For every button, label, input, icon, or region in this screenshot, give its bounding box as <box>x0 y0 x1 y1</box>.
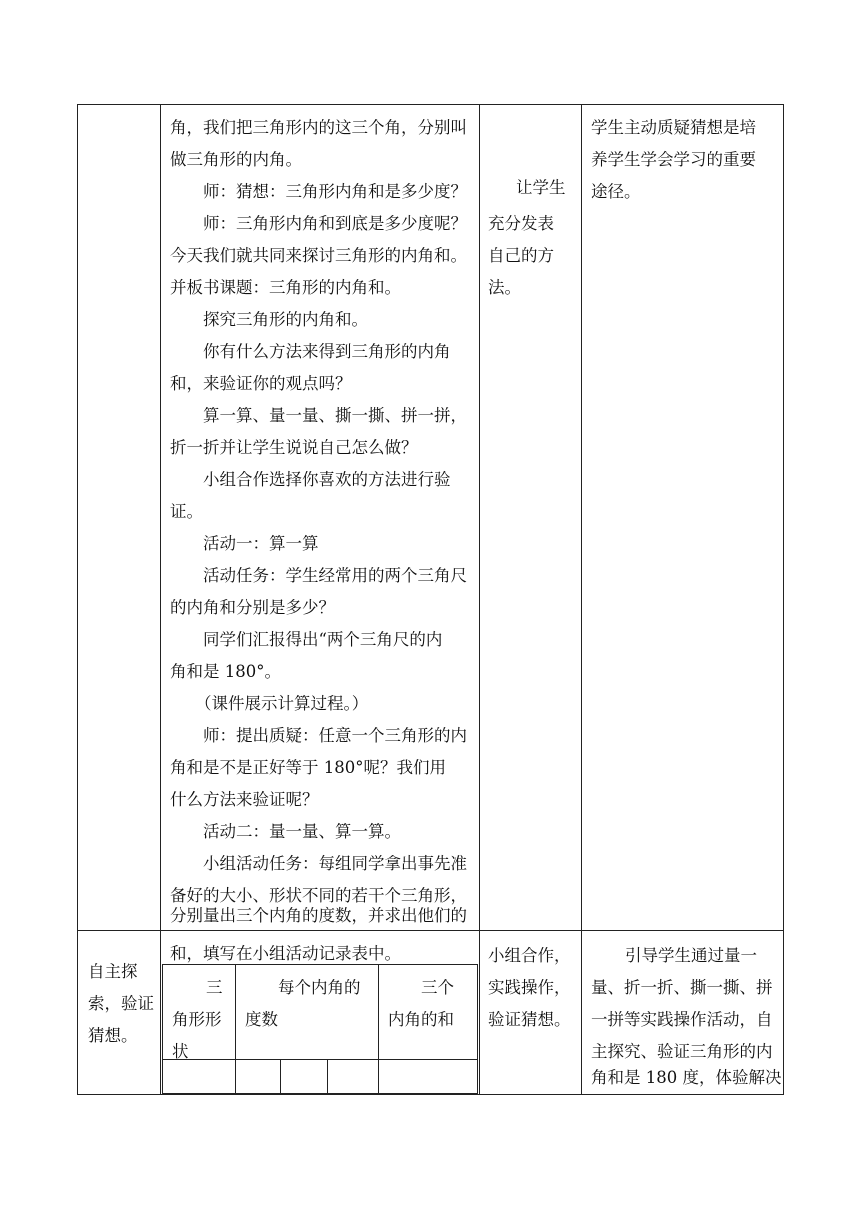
inner-table-top <box>162 964 478 965</box>
student-line: 自己的方 <box>488 246 554 265</box>
content-line: 活动任务：学生经常用的两个三角尺 <box>203 566 467 585</box>
content-line: （课件展示计算过程。） <box>195 694 369 713</box>
student-line: 让学生 <box>516 178 566 197</box>
content-line: 今天我们就共同来探讨三角形的内角和。 <box>170 246 467 265</box>
student-line: 小组合作， <box>488 946 571 965</box>
table-col-divider-1 <box>160 104 161 1095</box>
content-line: 角，我们把三角形内的这三个角，分别叫 <box>170 118 467 137</box>
content-line: 师：提出质疑：任意一个三角形的内 <box>203 726 467 745</box>
inner-table-sub2 <box>327 1059 328 1094</box>
content-line: 活动一：算一算 <box>203 534 319 553</box>
content-line: 角和是 180°。 <box>170 662 281 681</box>
intent-line: 主探究、验证三角形的内 <box>591 1042 773 1061</box>
table-right-border <box>783 104 784 1095</box>
content-line: 小组活动任务：每组同学拿出事先准 <box>203 854 467 873</box>
inner-header-angles: 每个内角的 <box>278 978 361 997</box>
content-line: 分别量出三个内角的度数，并求出他们的 <box>170 906 467 925</box>
inner-table-bottom <box>162 1093 478 1094</box>
inner-header-shape: 角形形 <box>172 1010 222 1029</box>
content-line: 角和是不是正好等于 180°呢？我们用 <box>170 758 446 777</box>
intent-line: 角和是 180 度，体验解决 <box>591 1068 782 1087</box>
inner-table-col2 <box>378 964 379 1094</box>
inner-header-sum: 内角的和 <box>388 1010 454 1029</box>
content-line: 备好的大小、形状不同的若干个三角形， <box>170 886 467 905</box>
content-line: 做三角形的内角。 <box>170 150 302 169</box>
student-line: 实践操作， <box>488 978 571 997</box>
intent-line: 养学生学会学习的重要 <box>591 150 756 169</box>
content-line: 同学们汇报得出“两个三角尺的内 <box>203 630 443 649</box>
content-line: 算一算、量一量、撕一撕、拼一拼， <box>203 406 467 425</box>
student-line: 法。 <box>488 278 521 297</box>
intent-line: 学生主动质疑猜想是培 <box>591 118 756 137</box>
student-line: 充分发表 <box>488 214 554 233</box>
student-line: 验证猜想。 <box>488 1010 571 1029</box>
content-line: 师：猜想：三角形内角和是多少度？ <box>203 182 467 201</box>
content-line: 活动二：量一量、算一算。 <box>203 822 401 841</box>
inner-header-shape: 三 <box>206 978 223 997</box>
stage-line: 猜想。 <box>88 1026 138 1045</box>
stage-line: 索，验证 <box>88 994 154 1013</box>
intent-line: 量、折一折、撕一撕、拼 <box>591 978 773 997</box>
content-line: 什么方法来验证呢？ <box>170 790 319 809</box>
intent-line: 引导学生通过量一 <box>625 946 757 965</box>
table-col-divider-3 <box>581 104 582 1095</box>
content-line: 的内角和分别是多少？ <box>170 598 335 617</box>
table-bottom-border <box>77 1094 784 1095</box>
inner-table-sub1 <box>280 1059 281 1094</box>
content-line: 折一折并让学生说说自己怎么做？ <box>170 438 418 457</box>
inner-table-col1 <box>235 964 236 1094</box>
inner-header-sum: 三个 <box>421 978 454 997</box>
table-top-border <box>77 104 784 105</box>
inner-header-shape: 状 <box>172 1042 189 1061</box>
content-line: 小组合作选择你喜欢的方法进行验 <box>203 470 451 489</box>
inner-table-mid <box>162 1059 478 1060</box>
content-line: 师：三角形内角和到底是多少度呢？ <box>203 214 467 233</box>
table-left-border <box>77 104 78 1095</box>
inner-table-left <box>162 964 163 1094</box>
inner-header-angles: 度数 <box>245 1010 278 1029</box>
intent-line: 途径。 <box>591 182 641 201</box>
content-line: 探究三角形的内角和。 <box>203 310 368 329</box>
content-line: 和，来验证你的观点吗？ <box>170 374 352 393</box>
stage-line: 自主探 <box>88 962 138 981</box>
content-line: 证。 <box>170 502 203 521</box>
content-line: 你有什么方法来得到三角形的内角 <box>203 342 451 361</box>
content-line: 并板书课题：三角形的内角和。 <box>170 278 401 297</box>
inner-table-right <box>477 964 478 1094</box>
intent-line: 一拼等实践操作活动，自 <box>591 1010 773 1029</box>
table-col-divider-2 <box>479 104 480 1095</box>
row2-content-first-line: 和，填写在小组活动记录表中。 <box>170 944 401 963</box>
